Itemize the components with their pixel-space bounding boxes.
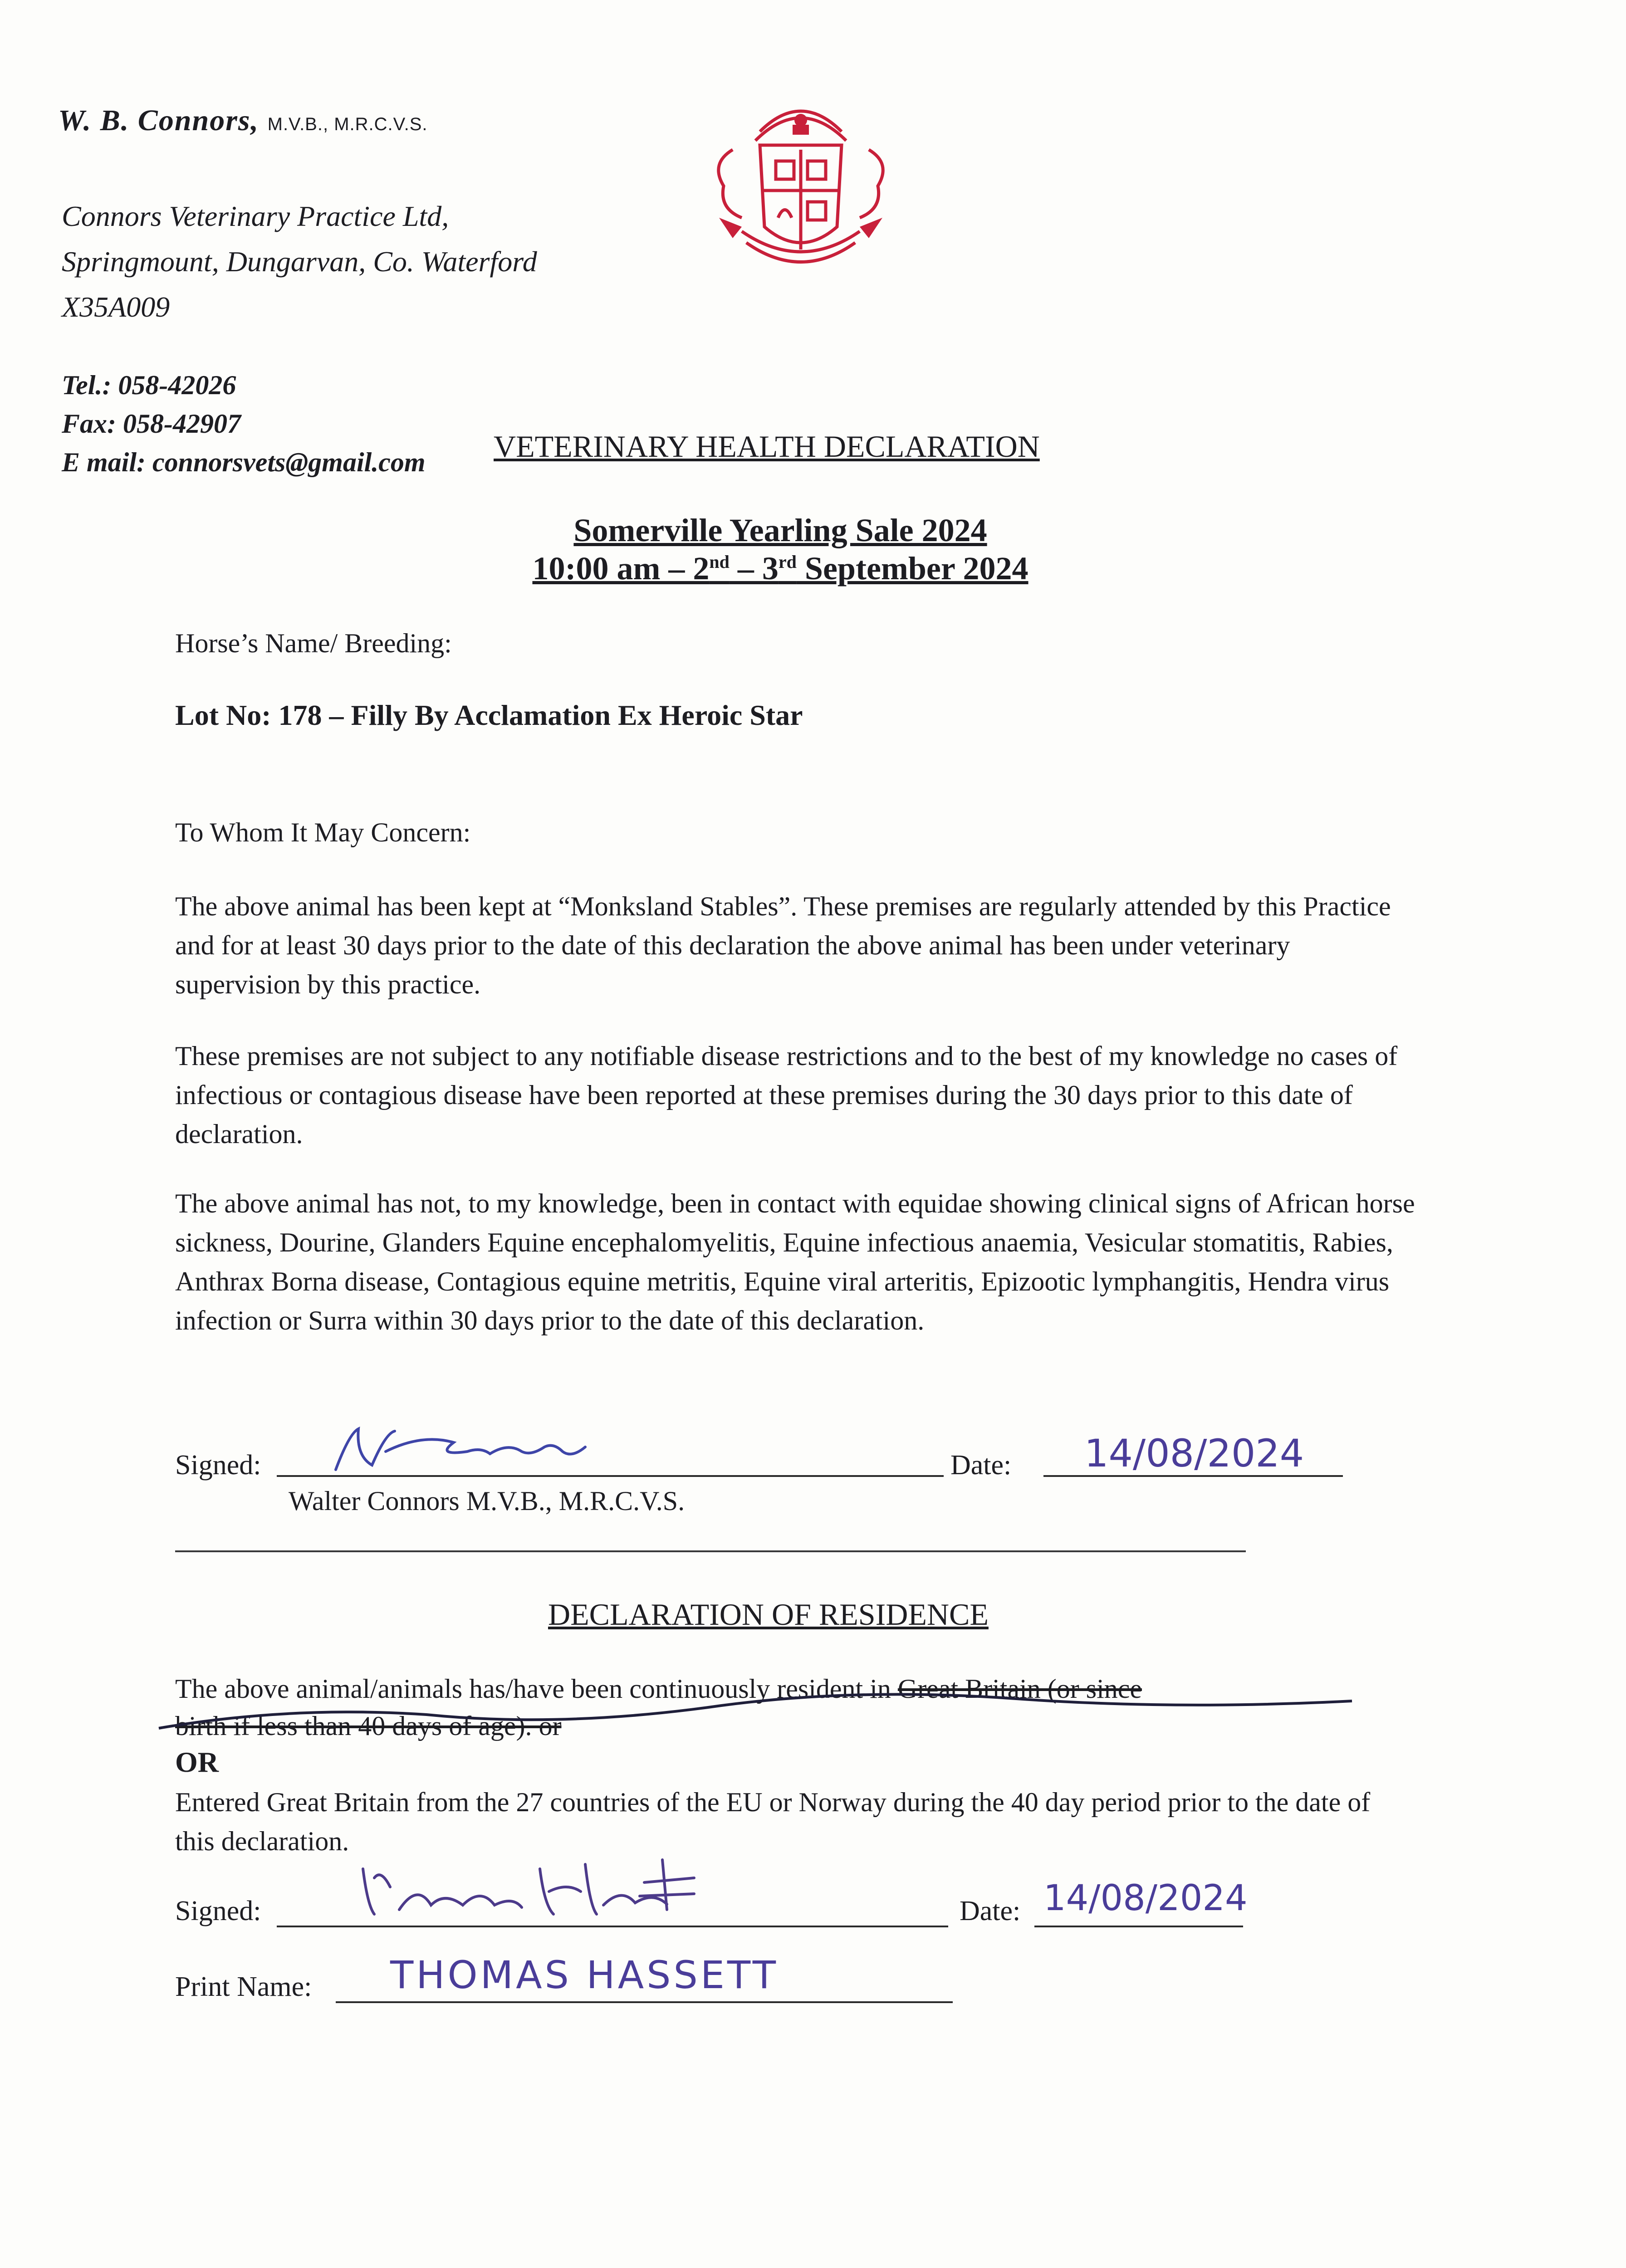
owner-date-label: Date: (960, 1896, 1021, 1926)
owner-signature (349, 1851, 712, 1932)
residence-entered: Entered Great Britain from the 27 countries of the EU or Norway during the 40 day period prior to the date of this declaration. (175, 1787, 1371, 1856)
paragraph-contact: The above animal has not, to my knowledge, been in contact with equidae showing clinical signs of African horse sickness, Dourine, Glanders Equine encephalomyelitis, Equine infectious anaemia, Vesicular stomatitis, Rabies, Anthrax Borna disease, Contagious equine metritis, Equine viral arteritis, Epizootic lymphangitis, Hendra virus infection or Surra within 30 days prior to the date of this declaration. (175, 1188, 1415, 1335)
or-label: OR (175, 1746, 219, 1778)
strikeout-scribble (154, 1678, 1361, 1737)
practitioner-name (58, 103, 428, 138)
company-eircode: X35A009 (62, 291, 170, 323)
owner-signed-label: Signed: (175, 1896, 261, 1926)
sale-mid: – 3 (729, 550, 779, 587)
vet-signature (318, 1415, 644, 1483)
company-name: Connors Veterinary Practice Ltd, (62, 200, 449, 232)
fax: Fax: 058-42907 (62, 409, 241, 439)
telephone: Tel.: 058-42026 (62, 370, 236, 400)
print-name-value: THOMAS HASSETT (390, 1953, 779, 1997)
salutation: To Whom It May Concern: (175, 817, 471, 847)
crest-emblem (692, 82, 910, 281)
section-divider (175, 1550, 1246, 1552)
sale-sup-rd: rd (778, 552, 797, 572)
vet-date-value: 14/08/2024 (1084, 1431, 1304, 1476)
practitioner-name-text: W. B. Connors, (58, 104, 260, 137)
vet-signed-label: Signed: (175, 1450, 261, 1481)
owner-date-value: 14/08/2024 (1043, 1878, 1248, 1919)
paragraph-disease: These premises are not subject to any notifiable disease restrictions and to the best of my knowledge no cases of infectious or contagious disease have been reported at these premises during the 30 days prior to this date of declaration. (175, 1041, 1398, 1149)
vet-printed-name: Walter Connors M.V.B., M.R.C.V.S. (289, 1486, 685, 1516)
paragraph-premises: The above animal has been kept at “Monksland Stables”. These premises are regularly attended by this Practice and for at least 30 days prior to the date of this declaration the above animal has been under veterinary supervision by this practice. (175, 891, 1391, 999)
print-name-label: Print Name: (175, 1971, 312, 2002)
owner-date-line (1034, 1926, 1243, 1927)
residence-line-1a: The above animal/animals has/have been continuously resident in (175, 1674, 898, 1704)
residence-line-2: birth if less than 40 days of age). or (175, 1711, 562, 1741)
sale-sup-nd: nd (709, 552, 730, 572)
residence-line-1b: Great Britain (or since (897, 1674, 1142, 1704)
company-address: Springmount, Dungarvan, Co. Waterford (62, 245, 537, 278)
lot-description: Lot No: 178 – Filly By Acclamation Ex Heroic Star (175, 699, 803, 731)
print-name-line (336, 2001, 953, 2003)
practitioner-qualifications: M.V.B., M.R.C.V.S. (267, 114, 428, 134)
email: E mail: connorsvets@gmail.com (62, 447, 426, 477)
sale-name: Somerville Yearling Sale 2024 (573, 512, 987, 548)
sale-dates (0, 550, 1561, 587)
document-title: VETERINARY HEALTH DECLARATION (494, 429, 1040, 464)
sale-month: September 2024 (796, 550, 1028, 587)
vet-date-label: Date: (950, 1450, 1012, 1481)
residence-title: DECLARATION OF RESIDENCE (548, 1597, 989, 1632)
sale-time: 10:00 am – 2 (532, 550, 710, 587)
horse-label: Horse’s Name/ Breeding: (175, 628, 452, 658)
